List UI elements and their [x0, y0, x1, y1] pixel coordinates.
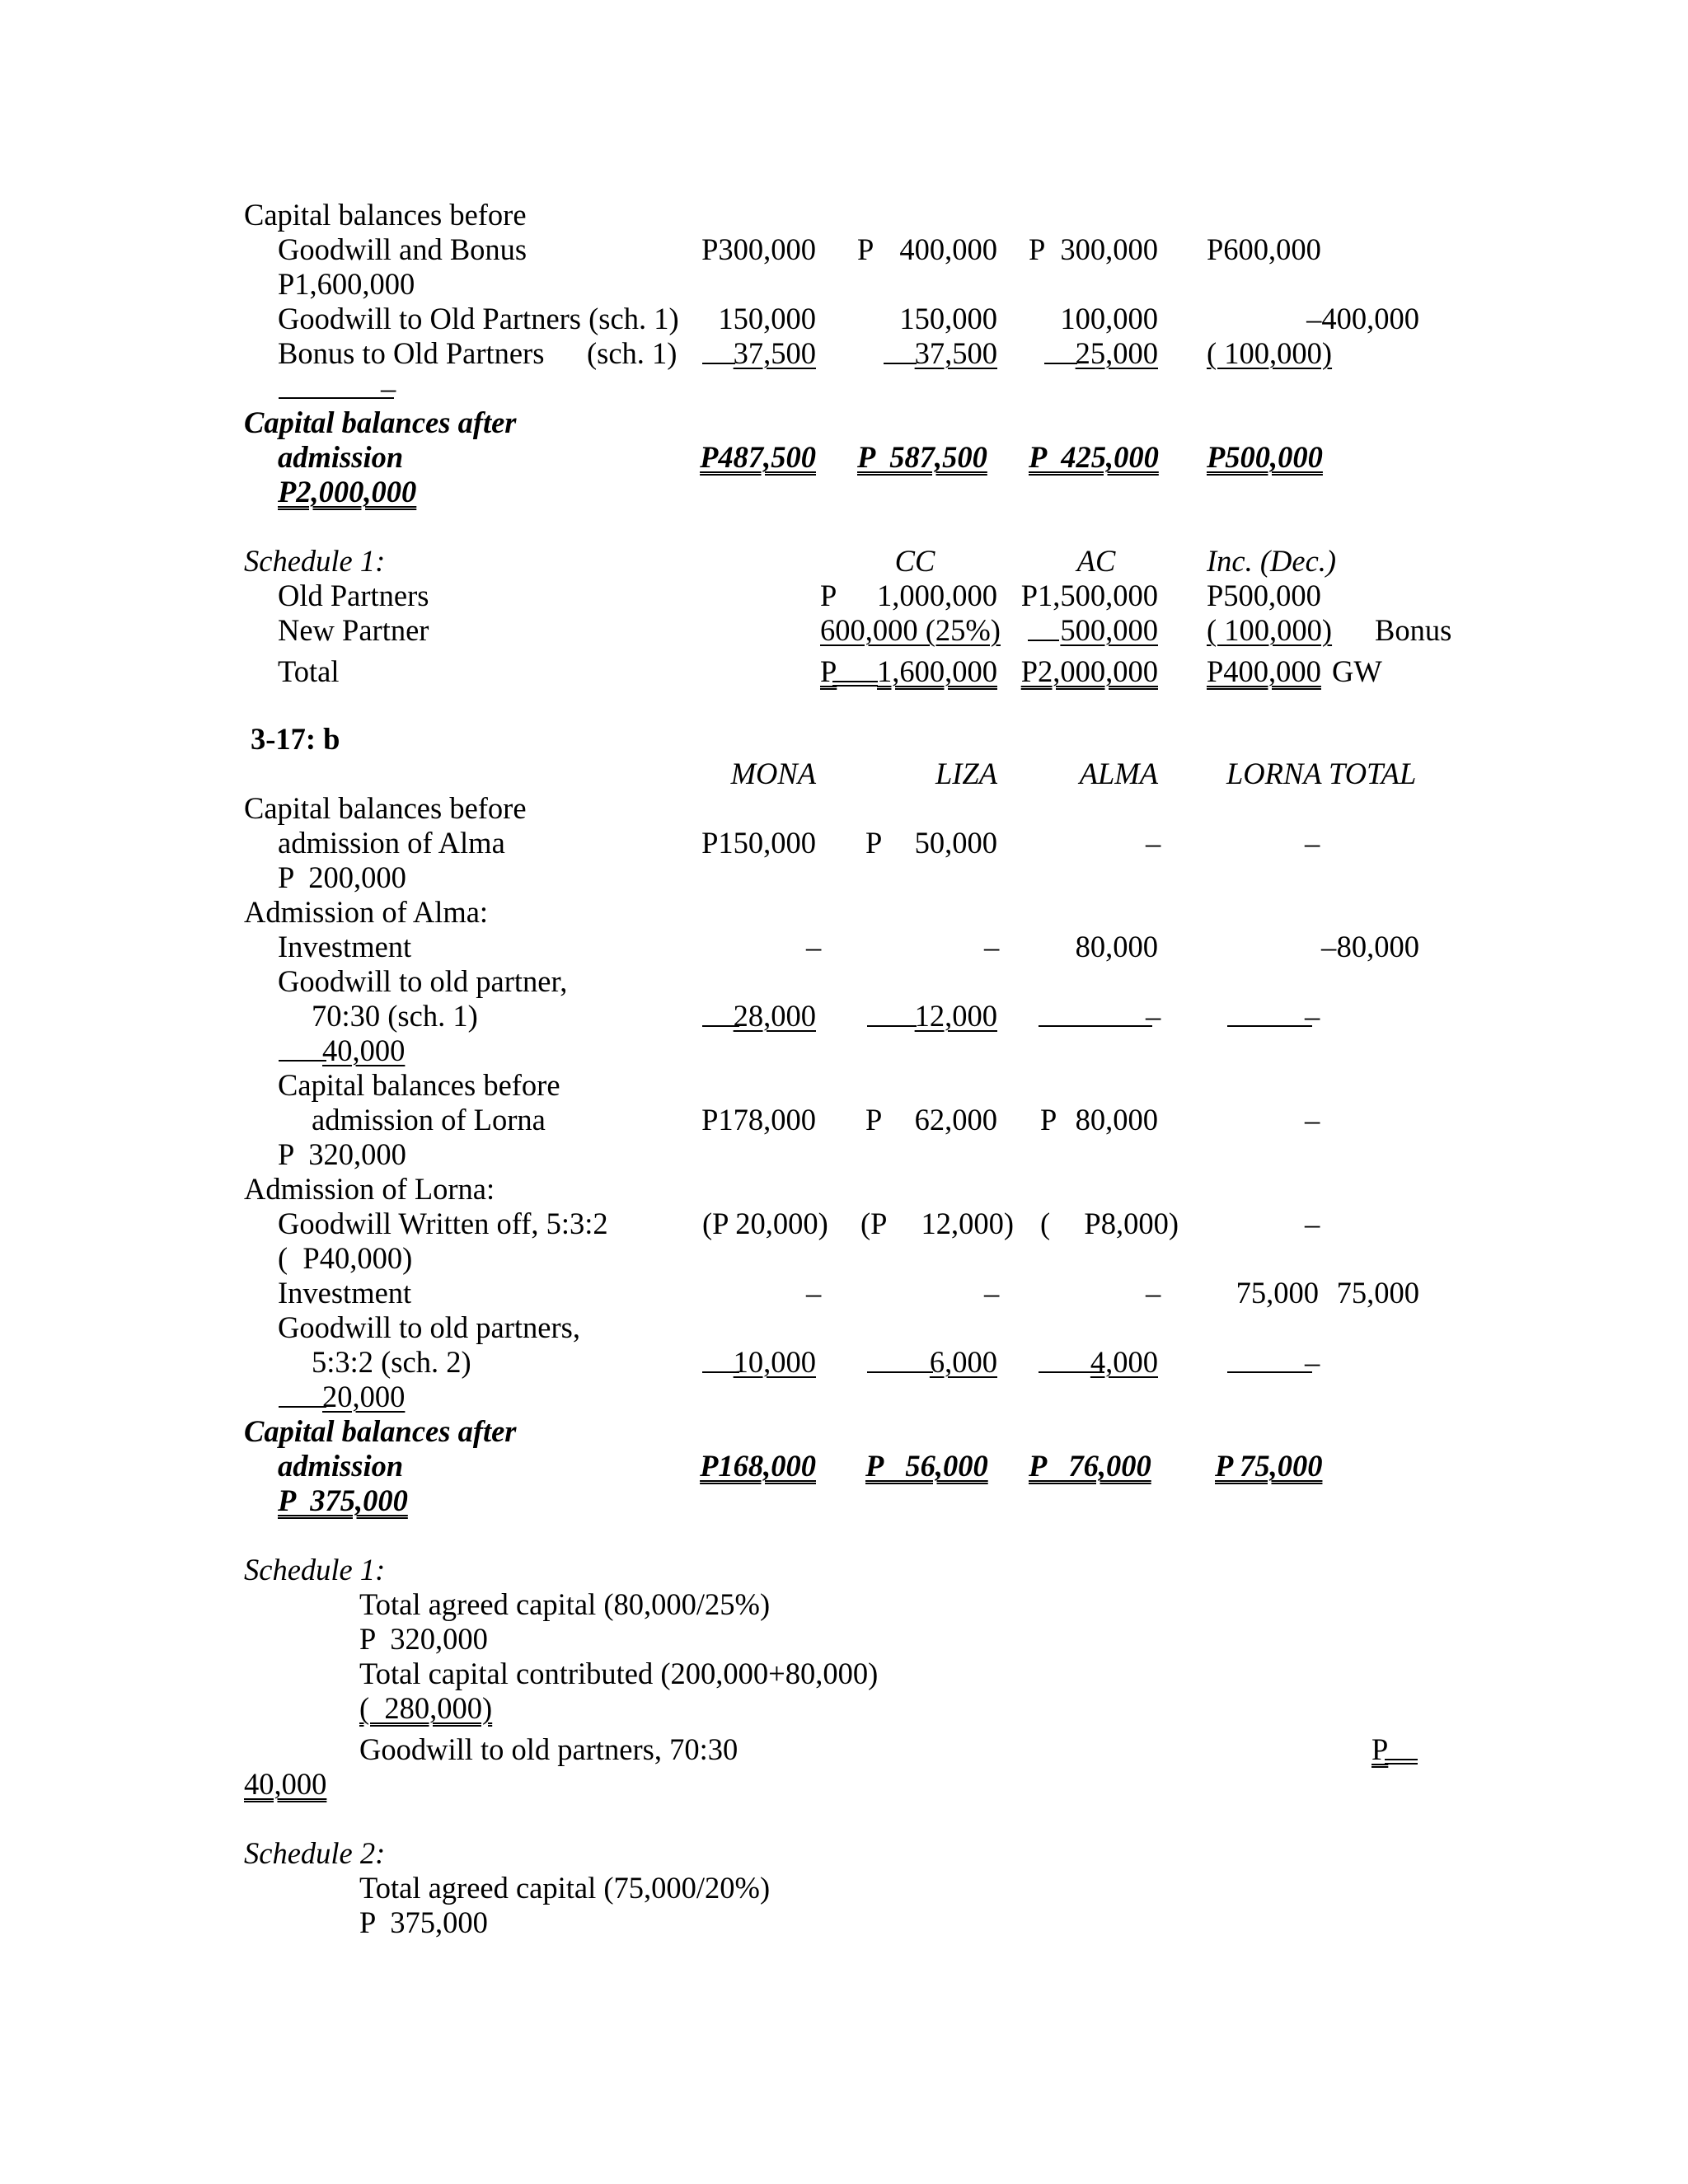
rule	[279, 397, 394, 399]
cell: 37,500	[914, 336, 997, 370]
cell: –400,000	[1306, 302, 1419, 335]
column-header: LIZA	[935, 757, 997, 790]
cell: ( 100,000)	[1207, 336, 1333, 370]
row-label: 5:3:2 (sch. 2)	[312, 1345, 471, 1379]
cell: P 75,000	[1215, 1449, 1323, 1483]
row-label: P 320,000	[359, 1622, 488, 1656]
row-label: P 200,000	[278, 860, 406, 894]
cell: 50,000	[914, 826, 997, 860]
cell: 80,000	[1336, 930, 1419, 963]
row-label: P 375,000	[359, 1905, 488, 1939]
cell: (P 20,000)	[702, 1207, 828, 1240]
cell: (	[1040, 1207, 1051, 1240]
row-label: (sch. 1)	[587, 336, 678, 370]
cell: P400,000	[1207, 654, 1321, 688]
cell: 75,000	[1236, 1276, 1319, 1310]
cell: P 56,000	[865, 1449, 988, 1483]
row-label: ( 280,000)	[359, 1691, 493, 1725]
schedule-title: Schedule 2:	[244, 1836, 386, 1870]
rule	[1039, 1025, 1152, 1027]
cell: 75,000	[1336, 1276, 1419, 1310]
row-label: Bonus to Old Partners	[278, 336, 545, 370]
cell: 150,000	[718, 302, 816, 335]
rule	[702, 363, 735, 364]
cell: –	[1321, 930, 1337, 963]
row-label: Total agreed capital (75,000/20%)	[359, 1871, 771, 1905]
row-label: P 375,000	[278, 1483, 408, 1517]
rule	[1028, 640, 1059, 641]
rule	[279, 1406, 326, 1408]
cell: –	[984, 1276, 1000, 1310]
row-label: Investment	[278, 930, 412, 963]
row-label: Goodwill to old partner,	[278, 964, 568, 998]
rule	[1227, 1025, 1312, 1027]
cell: 37,500	[733, 336, 816, 370]
row-label: admission of Lorna	[312, 1103, 546, 1137]
cell: 1,000,000	[877, 579, 997, 612]
row-label: Admission of Lorna:	[244, 1172, 495, 1206]
cell: P600,000	[1207, 232, 1321, 266]
cell: 12,000	[914, 999, 997, 1033]
row-label: ( P40,000)	[278, 1241, 413, 1275]
column-header: Inc. (Dec.)	[1207, 544, 1337, 578]
cell: 150,000	[899, 302, 997, 335]
cell: –	[1305, 1345, 1320, 1379]
problem-number: 3-17: b	[251, 722, 340, 756]
cell: 400,000	[899, 232, 997, 266]
cell-note: Bonus	[1375, 613, 1452, 647]
cell: P 76,000	[1029, 1449, 1151, 1483]
cell: P	[857, 232, 874, 266]
cell: –	[1305, 1103, 1320, 1137]
schedule-title: Schedule 1:	[244, 544, 386, 578]
row-label: New Partner	[278, 613, 429, 647]
row-label: Total agreed capital (80,000/25%)	[359, 1587, 771, 1621]
row-label: –	[381, 371, 396, 405]
row-label: P 320,000	[278, 1137, 406, 1171]
row-label: admission of Alma	[278, 826, 505, 860]
rule	[1044, 363, 1077, 364]
cell: –	[1305, 826, 1320, 860]
cell: P150,000	[701, 826, 816, 860]
cell: 12,000)	[921, 1207, 1014, 1240]
row-label: Capital balances before	[244, 198, 527, 232]
row-label: Admission of Alma:	[244, 895, 489, 929]
cell: P178,000	[701, 1103, 816, 1137]
row-label: Total capital contributed (200,000+80,000)	[359, 1657, 879, 1690]
cell: P 587,500	[857, 440, 987, 474]
cell: P	[865, 1103, 883, 1137]
row-label: 70:30 (sch. 1)	[312, 999, 478, 1033]
cell: –	[1146, 826, 1161, 860]
cell: P	[820, 654, 837, 688]
rule	[1227, 1371, 1312, 1373]
column-header: CC	[894, 544, 935, 578]
cell: ( 100,000)	[1207, 613, 1333, 647]
row-label: Goodwill Written off, 5:3:2	[278, 1207, 608, 1240]
rule	[1385, 1759, 1418, 1765]
rule	[279, 1060, 326, 1062]
row-label: 40,000	[244, 1767, 327, 1801]
cell: 300,000	[1060, 232, 1158, 266]
cell: 28,000	[733, 999, 816, 1033]
cell: P500,000	[1207, 440, 1323, 474]
cell: (P	[860, 1207, 888, 1240]
column-header: ALMA	[1079, 757, 1158, 790]
cell: 80,000	[1075, 930, 1158, 963]
cell: 80,000	[1075, 1103, 1158, 1137]
cell: P487,500	[700, 440, 816, 474]
row-label: Old Partners	[278, 579, 429, 612]
row-label: 40,000	[322, 1033, 406, 1067]
row-label: Capital balances after	[244, 1414, 517, 1448]
row-label: Goodwill and Bonus	[278, 232, 528, 266]
cell: 62,000	[914, 1103, 997, 1137]
cell: 10,000	[733, 1345, 816, 1379]
cell: 600,000 (25%)	[820, 613, 1001, 647]
row-label: admission	[278, 1449, 404, 1483]
cell: 6,000	[929, 1345, 997, 1379]
cell: 500,000	[1060, 613, 1158, 647]
cell: 100,000	[1060, 302, 1158, 335]
cell: 4,000	[1090, 1345, 1158, 1379]
cell: P168,000	[700, 1449, 816, 1483]
row-label: admission	[278, 440, 404, 474]
cell-note: GW	[1332, 654, 1382, 688]
row-label: Capital balances after	[244, 405, 517, 439]
cell: P1,500,000	[1020, 579, 1158, 612]
cell: –	[806, 930, 822, 963]
column-header: MONA	[730, 757, 816, 790]
cell: –	[1146, 999, 1161, 1033]
cell: P2,000,000	[1020, 654, 1158, 688]
cell: –	[1305, 1207, 1320, 1240]
cell: –	[806, 1276, 822, 1310]
cell: P	[1029, 232, 1046, 266]
cell: P	[865, 826, 883, 860]
cell: P8,000)	[1084, 1207, 1179, 1240]
rule	[884, 363, 917, 364]
schedule-title: Schedule 1:	[244, 1553, 386, 1586]
cell: P	[1040, 1103, 1057, 1137]
cell: P300,000	[701, 232, 816, 266]
row-label: P1,600,000	[278, 267, 415, 301]
cell: –	[1146, 1276, 1161, 1310]
row-label: Goodwill to old partners,	[278, 1310, 580, 1344]
row-label: Capital balances before	[244, 791, 527, 825]
column-header: LORNA TOTAL	[1226, 757, 1417, 790]
cell: 1,600,000	[877, 654, 997, 688]
cell: –	[984, 930, 1000, 963]
cell: –	[1305, 999, 1320, 1033]
cell: P	[820, 579, 837, 612]
row-label: Investment	[278, 1276, 412, 1310]
cell: P	[1372, 1732, 1389, 1766]
cell: P 425,000	[1029, 440, 1159, 474]
row-label: Goodwill to old partners, 70:30	[359, 1732, 738, 1766]
row-label: Total	[278, 654, 340, 688]
cell: 25,000	[1075, 336, 1158, 370]
column-header: AC	[1076, 544, 1116, 578]
cell: P500,000	[1207, 579, 1321, 612]
row-label: 20,000	[322, 1380, 406, 1413]
row-label: P2,000,000	[278, 475, 417, 509]
row-label: Goodwill to Old Partners (sch. 1)	[278, 302, 679, 335]
row-label: Capital balances before	[278, 1068, 560, 1102]
